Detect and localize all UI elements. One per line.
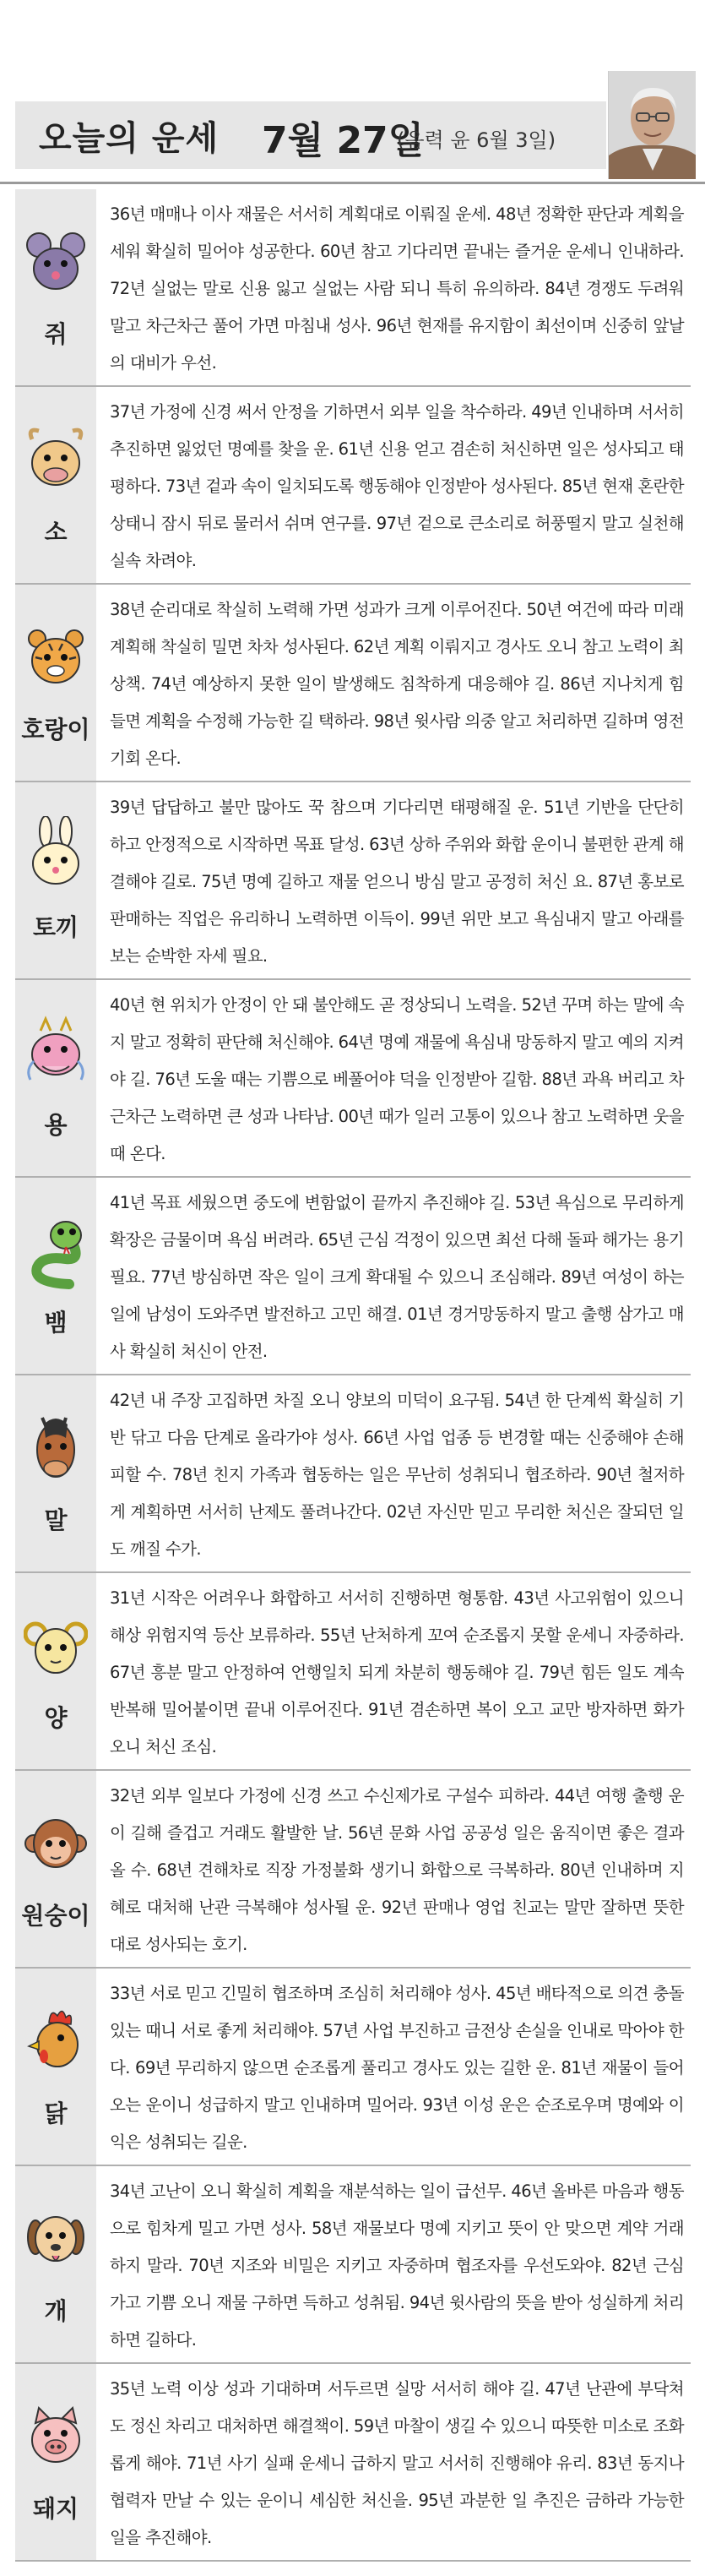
dog-icon xyxy=(24,2200,88,2285)
zodiac-cell xyxy=(15,1969,96,2165)
lunar-date-label: (음력 윤 6월 3일) xyxy=(397,128,556,152)
list-item xyxy=(15,980,691,1178)
snake-icon xyxy=(24,1212,88,1296)
list-item xyxy=(15,782,691,980)
dragon-icon xyxy=(24,1014,88,1098)
animal-name: 토끼 xyxy=(32,913,79,941)
list-item xyxy=(15,387,691,585)
zodiac-cell xyxy=(15,1375,96,1571)
fortune-text: 37년 가정에 신경 써서 안정을 기하면서 외부 일을 착수하라. 49년 인내하며 서서히 추진하면 잃었던 명예를 찾을 운. 61년 신용 얻고 겸손히 처신하면 일은 성사되고 태평하다. 73년 겉과 속이 일치되도록 행동해야 인정받아 성사된다. 85년 현재 혼란한 상태니 잠시 뒤로 물러서 쉬며 연구를. 97년 겉으로 큰소리로 허풍떨지 말고 실천해 실속 차려야. xyxy=(110,402,684,570)
header xyxy=(0,0,705,184)
list-item xyxy=(15,189,691,387)
list-item xyxy=(15,585,691,782)
zodiac-cell xyxy=(15,2364,96,2560)
list-item xyxy=(15,1573,691,1771)
fortune-text: 31년 시작은 어려우나 화합하고 서서히 진행하면 형통함. 43년 사고위험이 있으니 해상 위험지역 등산 보류하라. 55년 난처하게 꼬여 순조롭지 못할 운세니 자중하라. 67년 흥분 말고 안정하여 언행일치 되게 차분히 행동해야 길. 79년 힘든 일도 계속 반복해 밀어붙이면 끝내 이루어진다. 91년 겸손하면 복이 오고 교만 방자하면 화가 오니 처신 조심. xyxy=(110,1588,684,1756)
list-item xyxy=(15,1771,691,1969)
animal-name: 용 xyxy=(44,1111,68,1139)
animal-name: 호랑이 xyxy=(21,716,90,743)
author-portrait xyxy=(608,71,696,179)
animal-name: 뱀 xyxy=(44,1309,68,1337)
zodiac-cell xyxy=(15,1771,96,1967)
zodiac-cell xyxy=(15,1573,96,1769)
rabbit-icon xyxy=(24,816,88,901)
animal-name: 원숭이 xyxy=(21,1902,90,1930)
page-title: 오늘의 운세 xyxy=(39,119,220,158)
list-item xyxy=(15,1375,691,1573)
fortune-text: 32년 외부 일보다 가정에 신경 쓰고 수신제가로 구설수 피하라. 44년 여행 출행 운이 길해 즐겁고 거래도 활발한 날. 56년 문화 사업 공공성 일은 움직이면 좋은 결과 올 수. 68년 견해차로 직장 가정불화 생기니 화합으로 극복하라. 80년 인내하며 지혜로 대처해 난관 극복해야 성사될 운. 92년 판매나 영업 친교는 말만 잘하면 뜻한 대로 성사되는 호기. xyxy=(110,1786,684,1954)
fortune-text: 38년 순리대로 착실히 노력해 가면 성과가 크게 이루어진다. 50년 여건에 따라 미래 계획해 착실히 밀면 차차 성사된다. 62년 계획 이뤄지고 경사도 오니 참고 노력이 최상책. 74년 예상하지 못한 일이 발생해도 침착하게 대응해야 길. 86년 지나치게 힘들면 계획을 수정해 가능한 길 택하라. 98년 윗사람 의중 알고 처리하면 길하며 영전 기회 온다. xyxy=(110,600,684,768)
fortune-text: 41년 목표 세웠으면 중도에 변함없이 끝까지 추진해야 길. 53년 욕심으로 무리하게 확장은 금물이며 욕심 버려라. 65년 근심 걱정이 있으면 최선 다해 돌파 해가는 용기 필요. 77년 방심하면 작은 일이 크게 확대될 수 있으니 조심해라. 89년 여성이 하는 일에 남성이 도와주면 발전하고 고민 해결. 01년 경거망동하지 말고 출행 삼가고 매사 확실히 처신이 안전. xyxy=(110,1193,684,1361)
list-item xyxy=(15,2364,691,2562)
zodiac-cell xyxy=(15,2166,96,2362)
list-item xyxy=(15,1969,691,2166)
zodiac-cell xyxy=(15,585,96,781)
fortune-text: 35년 노력 이상 성과 기대하며 서두르면 실망 서서히 해야 길. 47년 난관에 부닥쳐도 정신 차리고 대처하면 해결책이. 59년 마찰이 생길 수 있으니 따뜻한 미소로 조화롭게 해야. 71년 사기 실패 운세니 급하지 말고 서서히 진행해야 유리. 83년 동지나 협력자 만날 수 있는 운이니 세심한 처신을. 95년 과분한 일 추진은 금하라 가능한 일을 추진해야. xyxy=(110,2379,684,2547)
date-label: 7월 27일 xyxy=(262,119,425,162)
animal-name: 닭 xyxy=(44,2099,68,2127)
fortune-text: 42년 내 주장 고집하면 차질 오니 양보의 미덕이 요구됨. 54년 한 단계씩 확실히 기반 닦고 다음 단계로 올라가야 성사. 66년 사업 업종 등 변경할 때는 신중해야 손해 피할 수. 78년 친지 가족과 협동하는 일은 무난히 성취되니 협조하라. 90년 철저하게 계획하면 서서히 난제도 풀려나간다. 02년 자신만 믿고 무리한 처신은 잘되던 일도 깨질 수가. xyxy=(110,1391,684,1559)
fortune-text: 39년 답답하고 불만 많아도 꾹 참으며 기다리면 태평해질 운. 51년 기반을 단단히 하고 안정적으로 시작하면 목표 달성. 63년 상하 주위와 화합 운이니 불편한 관계 해결해야 길로. 75년 명예 길하고 재물 얻으니 방심 말고 공정히 처신 요. 87년 홍보로 판매하는 직업은 유리하니 노력하면 이득이. 99년 위만 보고 욕심내지 말고 아래를 보는 순박한 자세 필요. xyxy=(110,798,684,966)
ox-icon xyxy=(24,421,88,505)
fortune-text: 40년 현 위치가 안정이 안 돼 불안해도 곧 정상되니 노력을. 52년 꾸며 하는 말에 속지 말고 정확히 판단해 처신해야. 64년 명예 재물에 욕심내 망동하지 말고 예의 지켜야 길. 76년 도울 때는 기쁨으로 베풀어야 덕을 인정받아 길함. 88년 과욕 버리고 차근차근 노력하면 큰 성과 나타남. 00년 때가 일러 고통이 있으나 참고 노력하면 웃을 때 온다. xyxy=(110,995,684,1163)
rat-icon xyxy=(24,223,88,308)
fortune-text: 34년 고난이 오니 확실히 계획을 재분석하는 일이 급선무. 46년 올바른 마음과 행동으로 힘차게 밀고 가면 성사. 58년 재물보다 명예 지키고 뜻이 안 맞으면 계약 거래하지 말라. 70년 지조와 비밀은 지키고 자중하며 협조자를 우선도와야. 82년 근심 가고 기쁨 오니 재물 구하면 득하고 성취됨. 94년 윗사람의 뜻을 받아 성실하게 처리하면 길하다. xyxy=(110,2181,684,2350)
list-item xyxy=(15,1178,691,1375)
zodiac-cell xyxy=(15,189,96,385)
animal-name: 양 xyxy=(44,1704,68,1732)
pig-icon xyxy=(24,2398,88,2482)
list-item xyxy=(15,2166,691,2364)
sheep-icon xyxy=(24,1607,88,1691)
animal-name: 말 xyxy=(44,1506,68,1534)
tiger-icon xyxy=(24,618,88,703)
animal-name: 개 xyxy=(44,2297,68,2325)
animal-name: 소 xyxy=(44,518,68,546)
fortune-text: 36년 매매나 이사 재물은 서서히 계획대로 이뤄질 운세. 48년 정확한 판단과 계획을 세워 확실히 밀어야 성공한다. 60년 참고 기다리면 끝내는 즐거운 운세니 인내하라. 72년 실없는 말로 신용 잃고 실없는 사람 되니 특히 유의하라. 84년 경쟁도 두려워 말고 차근차근 풀어 가면 마침내 성사. 96년 현재를 유지함이 최선이며 신중히 앞날의 대비가 우선. xyxy=(110,204,684,373)
fortune-text: 33년 서로 믿고 긴밀히 협조하며 조심히 처리해야 성사. 45년 배타적으로 의견 충돌 있는 때니 서로 좋게 처리해야. 57년 사업 부진하고 금전상 손실을 인내로 막아야 한다. 69년 무리하지 않으면 순조롭게 풀리고 경사도 있는 길한 운. 81년 재물이 들어오는 운이니 성급하지 말고 인내하며 밀어라. 93년 이성 운은 순조로우며 명예와 이익은 성취되는 길운. xyxy=(110,1984,684,2152)
animal-name: 쥐 xyxy=(44,320,68,348)
zodiac-cell xyxy=(15,1178,96,1374)
animal-name: 돼지 xyxy=(32,2495,79,2523)
fortune-list xyxy=(15,189,691,2562)
monkey-icon xyxy=(24,1805,88,1889)
zodiac-cell xyxy=(15,387,96,583)
horse-icon xyxy=(24,1409,88,1494)
zodiac-cell xyxy=(15,782,96,978)
rooster-icon xyxy=(24,2002,88,2087)
zodiac-cell xyxy=(15,980,96,1176)
